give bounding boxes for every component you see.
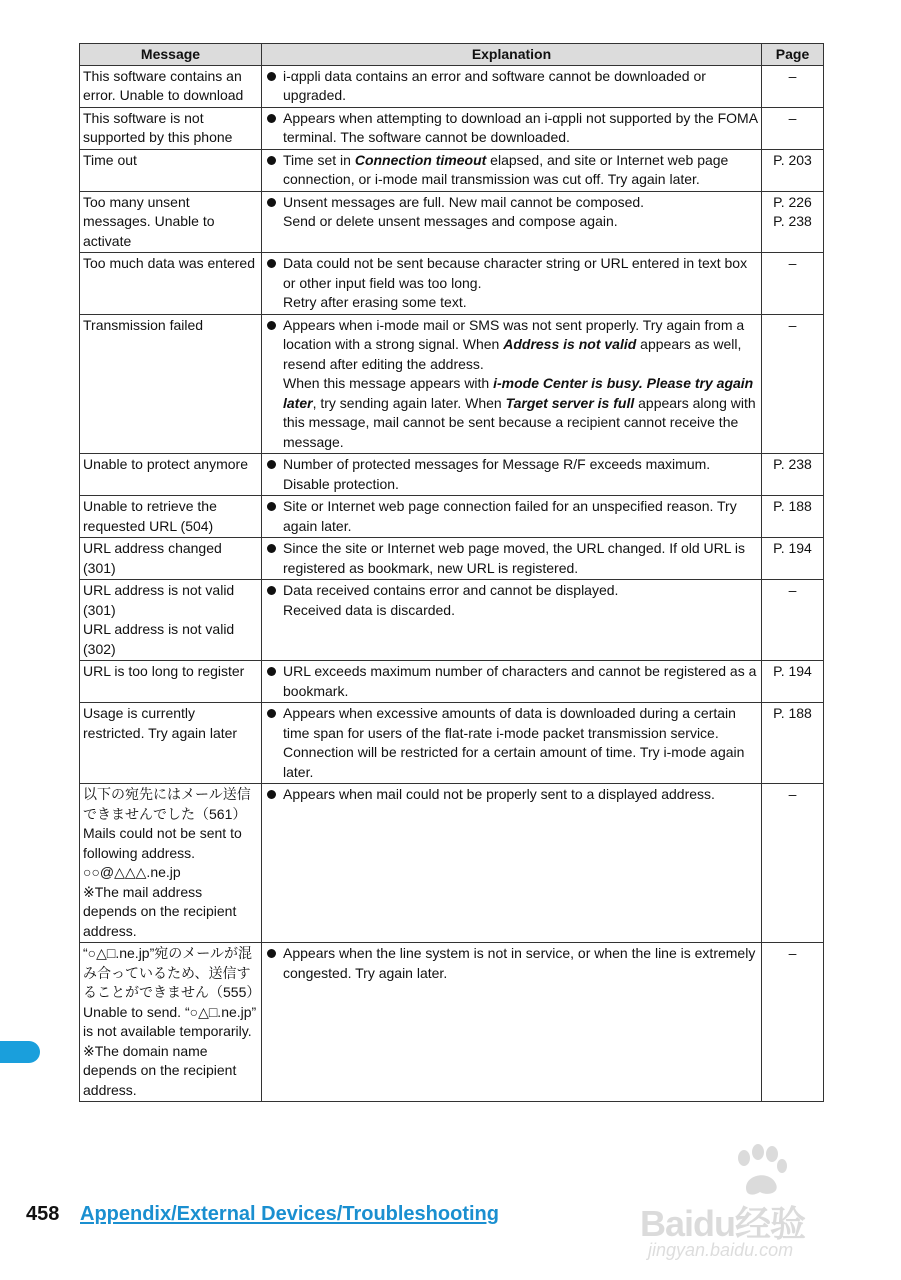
page-reference[interactable]: P. 188: [773, 498, 812, 514]
message-text: Mails could not be sent to following address. ○○@△△△.ne.jp: [83, 825, 242, 880]
message-cell: [80, 107, 262, 149]
text-segment: appears as well, resend after editing the address.: [283, 336, 742, 372]
explanation-text: [283, 67, 758, 106]
emphasized-term: i-mode Center is busy. Please try again later: [283, 375, 754, 411]
explanation-text: [283, 581, 758, 620]
table-row: [80, 107, 824, 149]
explanation-cell: [262, 253, 762, 315]
explanation-paragraph: [283, 254, 758, 293]
message-text: Time out: [83, 151, 137, 168]
bullet-icon: [267, 72, 276, 81]
bullet-item: [265, 944, 758, 983]
message-cell: [80, 149, 262, 191]
explanation-paragraph: [283, 109, 758, 148]
bullet-icon: [267, 321, 276, 330]
message-text: URL address is not valid (302): [83, 621, 235, 657]
bullet-icon: [267, 198, 276, 207]
bullet-icon: [267, 544, 276, 553]
page-cell: [762, 314, 824, 454]
bullet-icon: [267, 502, 276, 511]
message-text: Too much data was entered: [83, 255, 255, 271]
bullet-icon: [267, 949, 276, 958]
explanation-paragraph: [283, 293, 758, 313]
paw-logo-icon: [730, 1144, 790, 1198]
header-explanation: Explanation: [262, 44, 762, 66]
text-segment: Send or delete unsent messages and compose again.: [283, 213, 618, 229]
text-segment: Since the site or Internet web page moved, the URL changed. If old URL is registered as bookmark, new URL is registered.: [283, 540, 745, 576]
watermark-url: jingyan.baidu.com: [648, 1240, 794, 1260]
explanation-paragraph: [283, 662, 758, 701]
page-cell: [762, 454, 824, 496]
table-row: [80, 703, 824, 784]
explanation-paragraph: [283, 601, 758, 621]
message-cell: [80, 314, 262, 454]
message-text: 以下の宛先にはメール送信できませんでした（561）: [83, 786, 251, 822]
page-reference: –: [788, 67, 797, 84]
page-cell: [762, 65, 824, 107]
page-cell: [762, 149, 824, 191]
bullet-item: [265, 316, 758, 453]
message-cell: [80, 253, 262, 315]
message-cell: [80, 65, 262, 107]
message-text: ※The domain name depends on the recipient address.: [83, 1042, 237, 1098]
page-reference[interactable]: P. 238: [773, 456, 812, 472]
bullet-icon: [267, 259, 276, 268]
page-reference[interactable]: P. 203: [773, 151, 812, 168]
page-reference: –: [788, 255, 797, 271]
bullet-icon: [267, 790, 276, 799]
message-text: URL is too long to register: [83, 663, 245, 679]
text-segment: Site or Internet web page connection failed for an unspecified reason. Try again later.: [283, 498, 737, 534]
message-text: Too many unsent messages. Unable to activate: [83, 193, 215, 249]
explanation-text: [283, 109, 758, 148]
explanation-text: [283, 944, 758, 983]
table-row: [80, 314, 824, 454]
explanation-text: [283, 497, 758, 536]
explanation-paragraph: [283, 497, 758, 536]
page-number: 458: [26, 1203, 60, 1225]
bullet-icon: [267, 709, 276, 718]
page-cell: [762, 661, 824, 703]
message-cell: [80, 538, 262, 580]
message-cell: [80, 703, 262, 784]
explanation-text: [283, 785, 758, 805]
message-text: URL address is not valid (301): [83, 582, 235, 618]
page-reference[interactable]: P. 194: [773, 663, 812, 679]
header-message: Message: [80, 44, 262, 66]
page-reference[interactable]: P. 238: [773, 213, 812, 229]
page-cell: [762, 253, 824, 315]
page-reference: –: [788, 786, 797, 802]
explanation-text: [283, 662, 758, 701]
table-row: [80, 191, 824, 253]
message-cell: [80, 191, 262, 253]
header-page: Page: [762, 44, 824, 66]
message-cell: [80, 454, 262, 496]
text-segment: URL exceeds maximum number of characters and cannot be registered as a bookmark.: [283, 663, 757, 699]
explanation-paragraph: [283, 539, 758, 578]
message-cell: [80, 943, 262, 1102]
message-text: This software contains an error. Unable to download: [83, 67, 244, 103]
message-text: This software is not supported by this phone: [83, 109, 233, 145]
explanation-cell: [262, 65, 762, 107]
explanation-cell: [262, 538, 762, 580]
text-segment: Appears when i-mode mail or SMS was not sent properly. Try again from a location with a strong signal. When: [283, 316, 745, 352]
baidu-watermark: [640, 1140, 860, 1270]
explanation-paragraph: [283, 581, 758, 601]
explanation-cell: [262, 784, 762, 943]
explanation-cell: [262, 149, 762, 191]
page-reference: –: [788, 316, 797, 333]
table-row: [80, 253, 824, 315]
page-reference: –: [788, 582, 797, 598]
explanation-cell: [262, 314, 762, 454]
page-cell: [762, 107, 824, 149]
explanation-cell: [262, 191, 762, 253]
bullet-item: [265, 151, 758, 190]
page-reference: –: [788, 109, 797, 126]
text-segment: Retry after erasing some text.: [283, 294, 467, 310]
page-cell: [762, 580, 824, 661]
message-text: Unable to protect anymore: [83, 456, 248, 472]
text-segment: Unsent messages are full. New mail cannot be composed.: [283, 193, 645, 210]
table-body: [80, 65, 824, 1102]
text-segment: Number of protected messages for Message R/F exceeds maximum. Disable protection.: [283, 456, 711, 492]
explanation-paragraph: [283, 455, 758, 494]
bullet-item: [265, 785, 758, 805]
page-reference: –: [788, 945, 797, 961]
text-segment: Appears when the line system is not in service, or when the line is extremely congested. Try again later.: [283, 945, 756, 981]
explanation-cell: [262, 943, 762, 1102]
page-cell: [762, 496, 824, 538]
table-row: [80, 580, 824, 661]
table-row: [80, 538, 824, 580]
message-text: ※The mail address depends on the recipient address.: [83, 883, 237, 939]
explanation-paragraph: [283, 704, 758, 782]
text-segment: , try sending again later. When: [312, 394, 506, 411]
text-segment: appears along with this message, mail cannot be sent because a recipient cannot receive the message.: [283, 394, 756, 450]
message-text: Usage is currently restricted. Try again later: [83, 705, 238, 741]
message-text: “○△□.ne.jp”宛のメールが混み合っているため、送信することができません（555）: [83, 945, 261, 1000]
page-reference[interactable]: P. 226: [773, 193, 812, 210]
page-reference[interactable]: P. 194: [773, 540, 812, 556]
explanation-cell: [262, 496, 762, 538]
bullet-icon: [267, 114, 276, 123]
explanation-text: [283, 455, 758, 494]
bullet-icon: [267, 586, 276, 595]
page-cell: [762, 943, 824, 1102]
bullet-item: [265, 193, 758, 232]
explanation-paragraph: [283, 212, 758, 232]
section-title-link[interactable]: Appendix/External Devices/Troubleshooting: [80, 1203, 499, 1225]
text-segment: Time set in: [283, 151, 355, 168]
bullet-item: [265, 109, 758, 148]
table-row: [80, 784, 824, 943]
message-cell: [80, 580, 262, 661]
emphasized-term: Connection timeout: [354, 151, 487, 168]
explanation-text: [283, 254, 758, 313]
explanation-cell: [262, 580, 762, 661]
page-cell: [762, 538, 824, 580]
text-segment: i-αppli data contains an error and software cannot be downloaded or upgraded.: [283, 67, 706, 103]
text-segment: elapsed, and site or Internet web page connection, or i-mode mail transmission was cut off. Try again later.: [283, 151, 729, 187]
bullet-item: [265, 704, 758, 782]
page-cell: [762, 784, 824, 943]
message-text: Unable to retrieve the requested URL (504): [83, 498, 217, 534]
message-text: URL address changed (301): [83, 540, 222, 576]
page-cell: [762, 703, 824, 784]
table-row: [80, 454, 824, 496]
bullet-item: [265, 455, 758, 494]
explanation-paragraph: [283, 944, 758, 983]
watermark-logo-text: Baidu经验: [640, 1203, 806, 1244]
message-cell: [80, 496, 262, 538]
explanation-text: [283, 316, 758, 453]
chapter-index-tab: [0, 1041, 40, 1063]
bullet-icon: [267, 667, 276, 676]
explanation-paragraph: [283, 785, 758, 805]
emphasized-term: Address is not valid: [503, 336, 637, 352]
explanation-cell: [262, 454, 762, 496]
message-text: Unable to send. “○△□.ne.jp” is not available temporarily.: [83, 1003, 257, 1039]
bullet-icon: [267, 460, 276, 469]
text-segment: Data received contains error and cannot be displayed.: [283, 582, 619, 598]
page-reference[interactable]: P. 188: [773, 705, 812, 721]
text-segment: When this message appears with: [283, 375, 494, 391]
explanation-paragraph: [283, 151, 758, 190]
table-header-row: [80, 44, 824, 66]
explanation-text: [283, 151, 758, 190]
bullet-item: [265, 539, 758, 578]
table-row: [80, 661, 824, 703]
bullet-item: [265, 662, 758, 701]
bullet-item: [265, 67, 758, 106]
table-row: [80, 65, 824, 107]
explanation-text: [283, 539, 758, 578]
explanation-text: [283, 193, 758, 232]
explanation-text: [283, 704, 758, 782]
bullet-item: [265, 254, 758, 313]
message-cell: [80, 784, 262, 943]
explanation-paragraph: [283, 374, 758, 452]
bullet-icon: [267, 156, 276, 165]
bullet-item: [265, 581, 758, 620]
message-cell: [80, 661, 262, 703]
text-segment: Appears when mail could not be properly sent to a displayed address.: [283, 786, 715, 802]
explanation-paragraph: [283, 316, 758, 375]
table-row: [80, 943, 824, 1102]
explanation-paragraph: [283, 67, 758, 106]
explanation-paragraph: [283, 193, 758, 213]
table-row: [80, 149, 824, 191]
bullet-item: [265, 497, 758, 536]
table-row: [80, 496, 824, 538]
text-segment: Data could not be sent because character string or URL entered in text box or other input field was too long.: [283, 255, 748, 291]
message-text: Transmission failed: [83, 316, 204, 333]
text-segment: Received data is discarded.: [283, 601, 455, 618]
text-segment: Appears when attempting to download an i-αppli not supported by the FOMA terminal. The software cannot be downloaded.: [283, 109, 758, 145]
explanation-cell: [262, 703, 762, 784]
page-cell: [762, 191, 824, 253]
explanation-cell: [262, 661, 762, 703]
text-segment: Appears when excessive amounts of data is downloaded during a certain time span for users of the flat-rate i-mode packet transmission service. Connection will be restricted for a certain amount of time. Try i-mode again later.: [283, 705, 745, 780]
explanation-cell: [262, 107, 762, 149]
emphasized-term: Target server is full: [505, 394, 635, 411]
troubleshooting-table: [79, 43, 824, 1102]
